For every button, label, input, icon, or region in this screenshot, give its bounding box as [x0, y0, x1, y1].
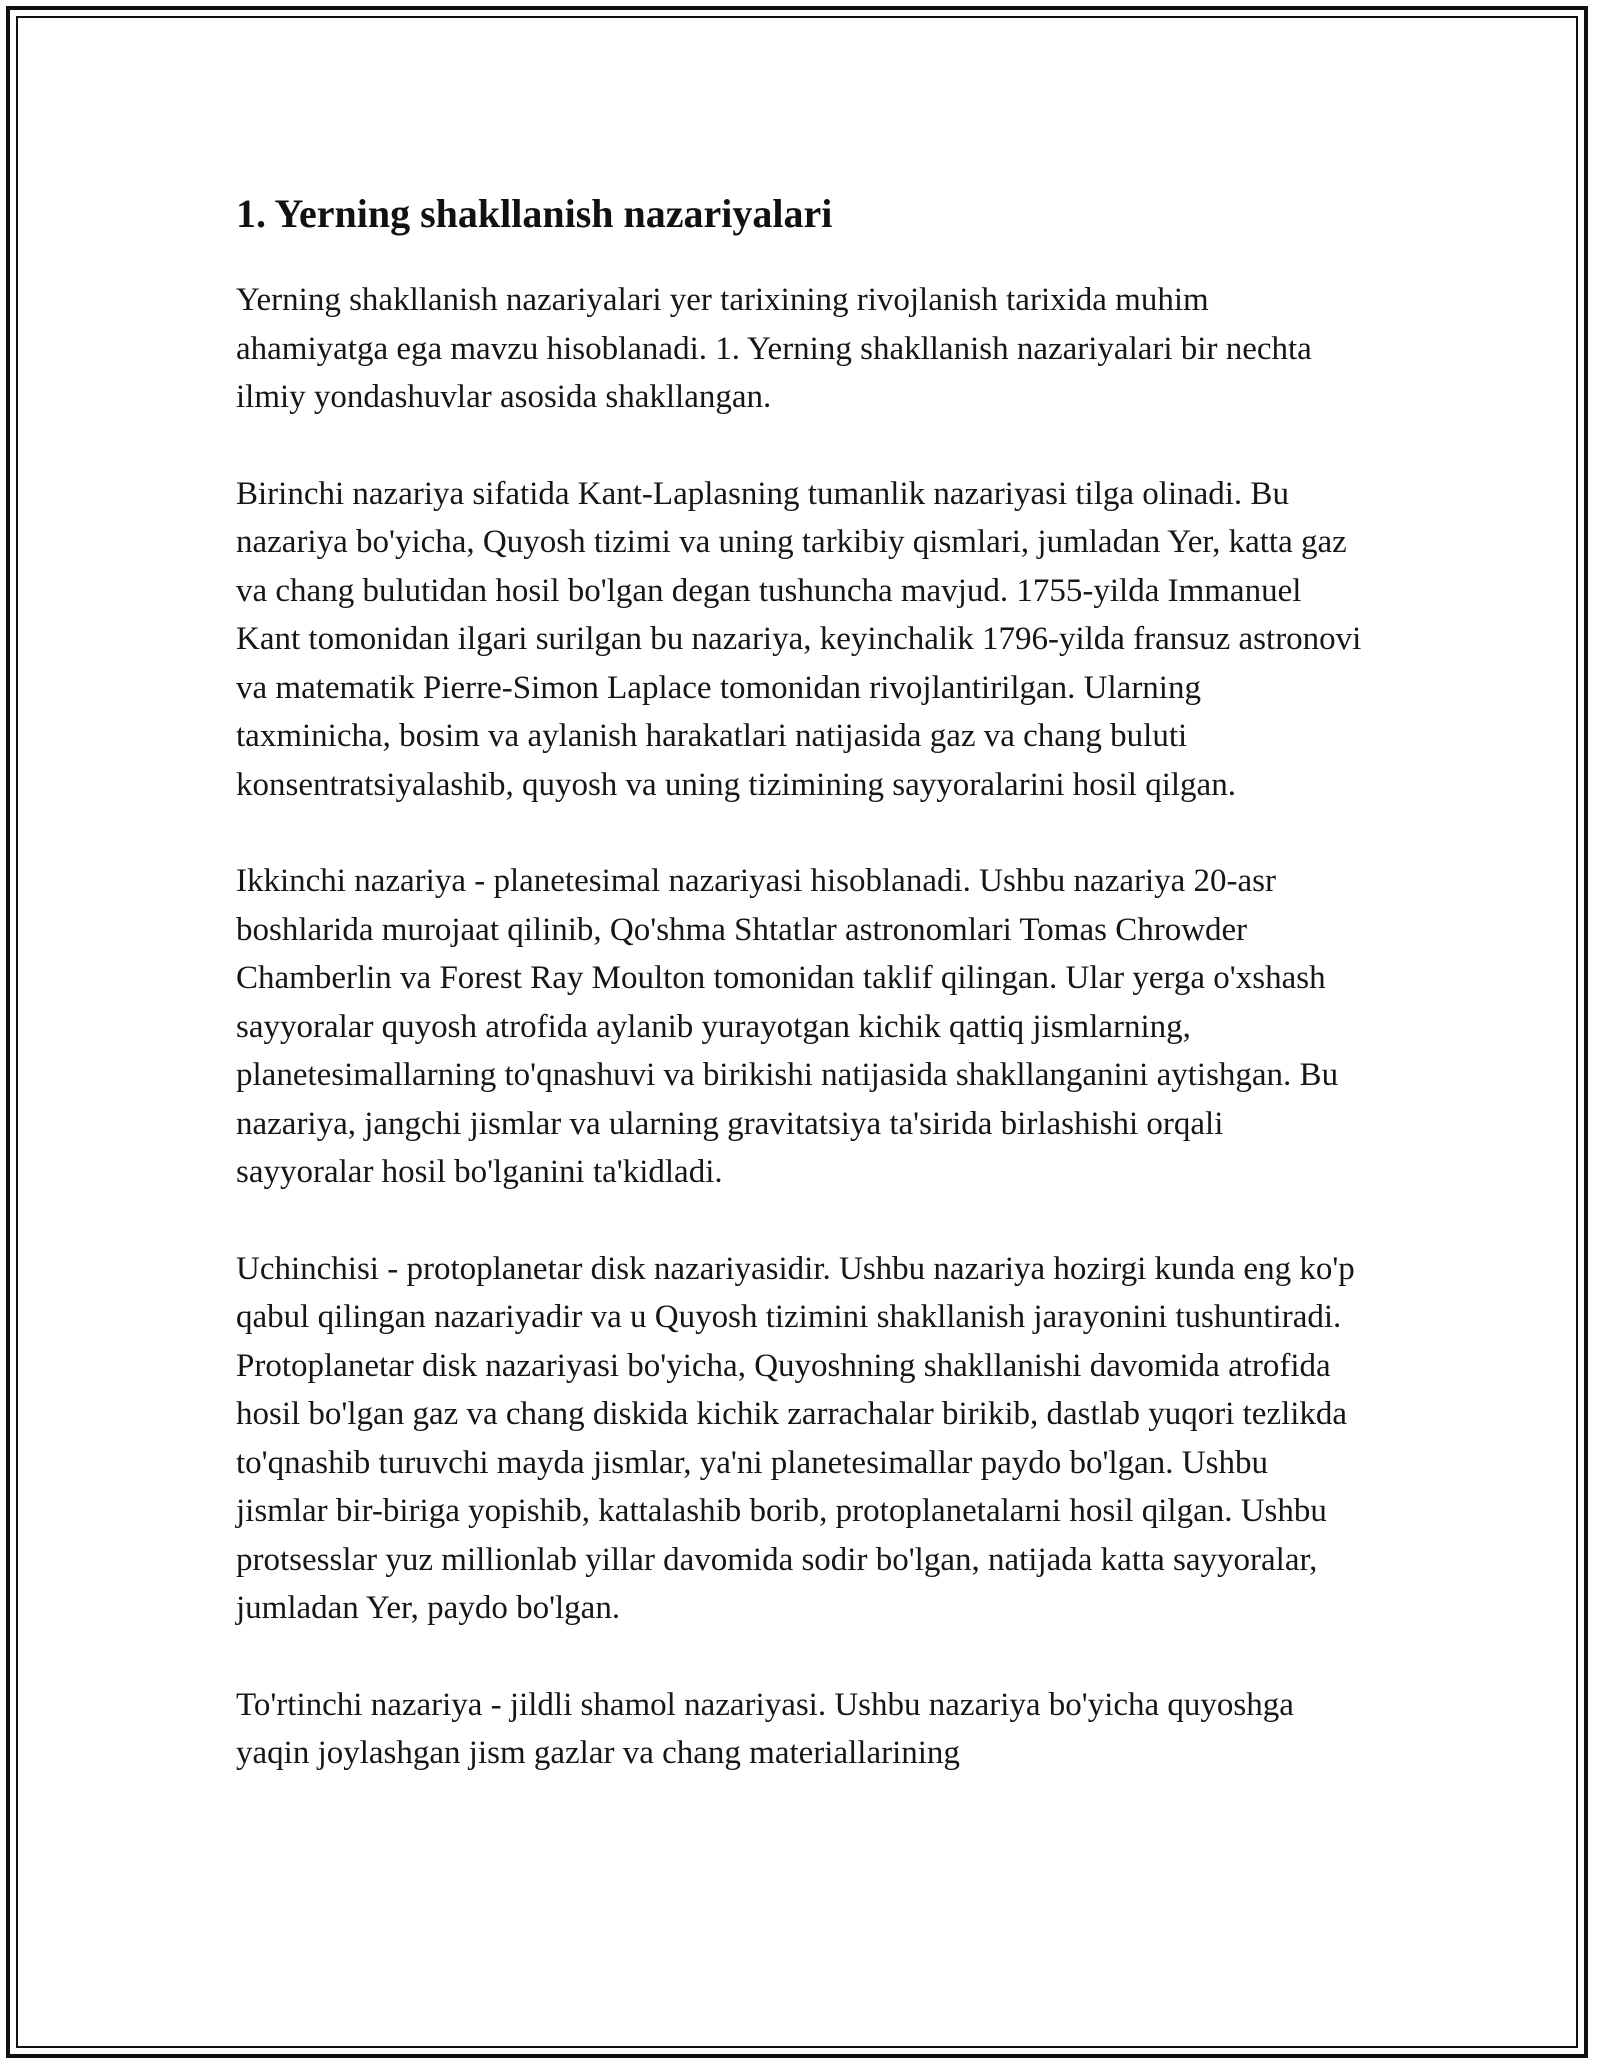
- paragraph-wind-theory: To'rtinchi nazariya - jildli shamol nazariyasi. Ushbu nazariya bo'yicha quyoshga yaqin joylashgan jism gazlar va chang materiallarining: [236, 1686, 1294, 1771]
- document-title: 1. Yerning shakllanish nazariyalari: [236, 191, 833, 236]
- paragraph-planetesimal-theory: Ikkinchi nazariya - planetesimal nazariyasi hisoblanadi. Ushbu nazariya 20-asr boshlarida murojaat qilinib, Qo'shma Shtatlar astronomlari Tomas Chrowder Chamberlin va Forest Ray Moulton tomonidan taklif qilingan. Ular yerga o'xshash sayyoralar quyosh atrofida aylanib yurayotgan kichik qattiq jismlarning, planetesimallarning to'qnashuvi va birikishi natijasida shakllanganini aytishgan. Bu nazariya, jangchi jismlar va ularning gravitatsiya ta'sirida birlashishi orqali sayyoralar hosil bo'lganini ta'kidladi.: [236, 863, 1339, 1190]
- paragraph-intro: Yerning shakllanish nazariyalari yer tarixining rivojlanish tarixida muhim ahamiyatga ega mavzu hisoblanadi. 1. Yerning shakllanish nazariyalari bir nechta ilmiy yondashuvlar asosida shakllangan.: [236, 282, 1312, 415]
- paragraph-kant-laplace-theory: Birinchi nazariya sifatida Kant-Laplasning tumanlik nazariyasi tilga olinadi. Bu nazariya bo'yicha, Quyosh tizimi va uning tarkibiy qismlari, jumladan Yer, katta gaz va chang bulutidan hosil bo'lgan degan tushuncha mavjud. 1755-yilda Immanuel Kant tomonidan ilgari surilgan bu nazariya, keyinchalik 1796-yilda fransuz astronovi va matematik Pierre-Simon Laplace tomonidan rivojlantirilgan. Ularning taxminicha, bosim va aylanish harakatlari natijasida gaz va chang buluti konsentratsiyalashib, quyosh va uning tizimining sayyoralarini hosil qilgan.: [236, 475, 1362, 803]
- paragraph-protoplanetary-disk-theory: Uchinchisi - protoplanetar disk nazariyasidir. Ushbu nazariya hozirgi kunda eng ko'p qabul qilingan nazariyadir va u Quyosh tizimini shakllanish jarayonini tushuntiradi. Protoplanetar disk nazariyasi bo'yicha, Quyoshning shakllanishi davomida atrofida hosil bo'lgan gaz va chang diskida kichik zarrachalar birikib, dastlab yuqori tezlikda to'qnashib turuvchi mayda jismlar, ya'ni planetesimallar paydo bo'lgan. Ushbu jismlar bir-biriga yopishib, kattalashib borib, protoplanetalarni hosil qilgan. Ushbu protsesslar yuz millionlab yillar davomida sodir bo'lgan, natijada katta sayyoralar, jumladan Yer, paydo bo'lgan.: [236, 1250, 1355, 1626]
- document-body: [236, 186, 1364, 1826]
